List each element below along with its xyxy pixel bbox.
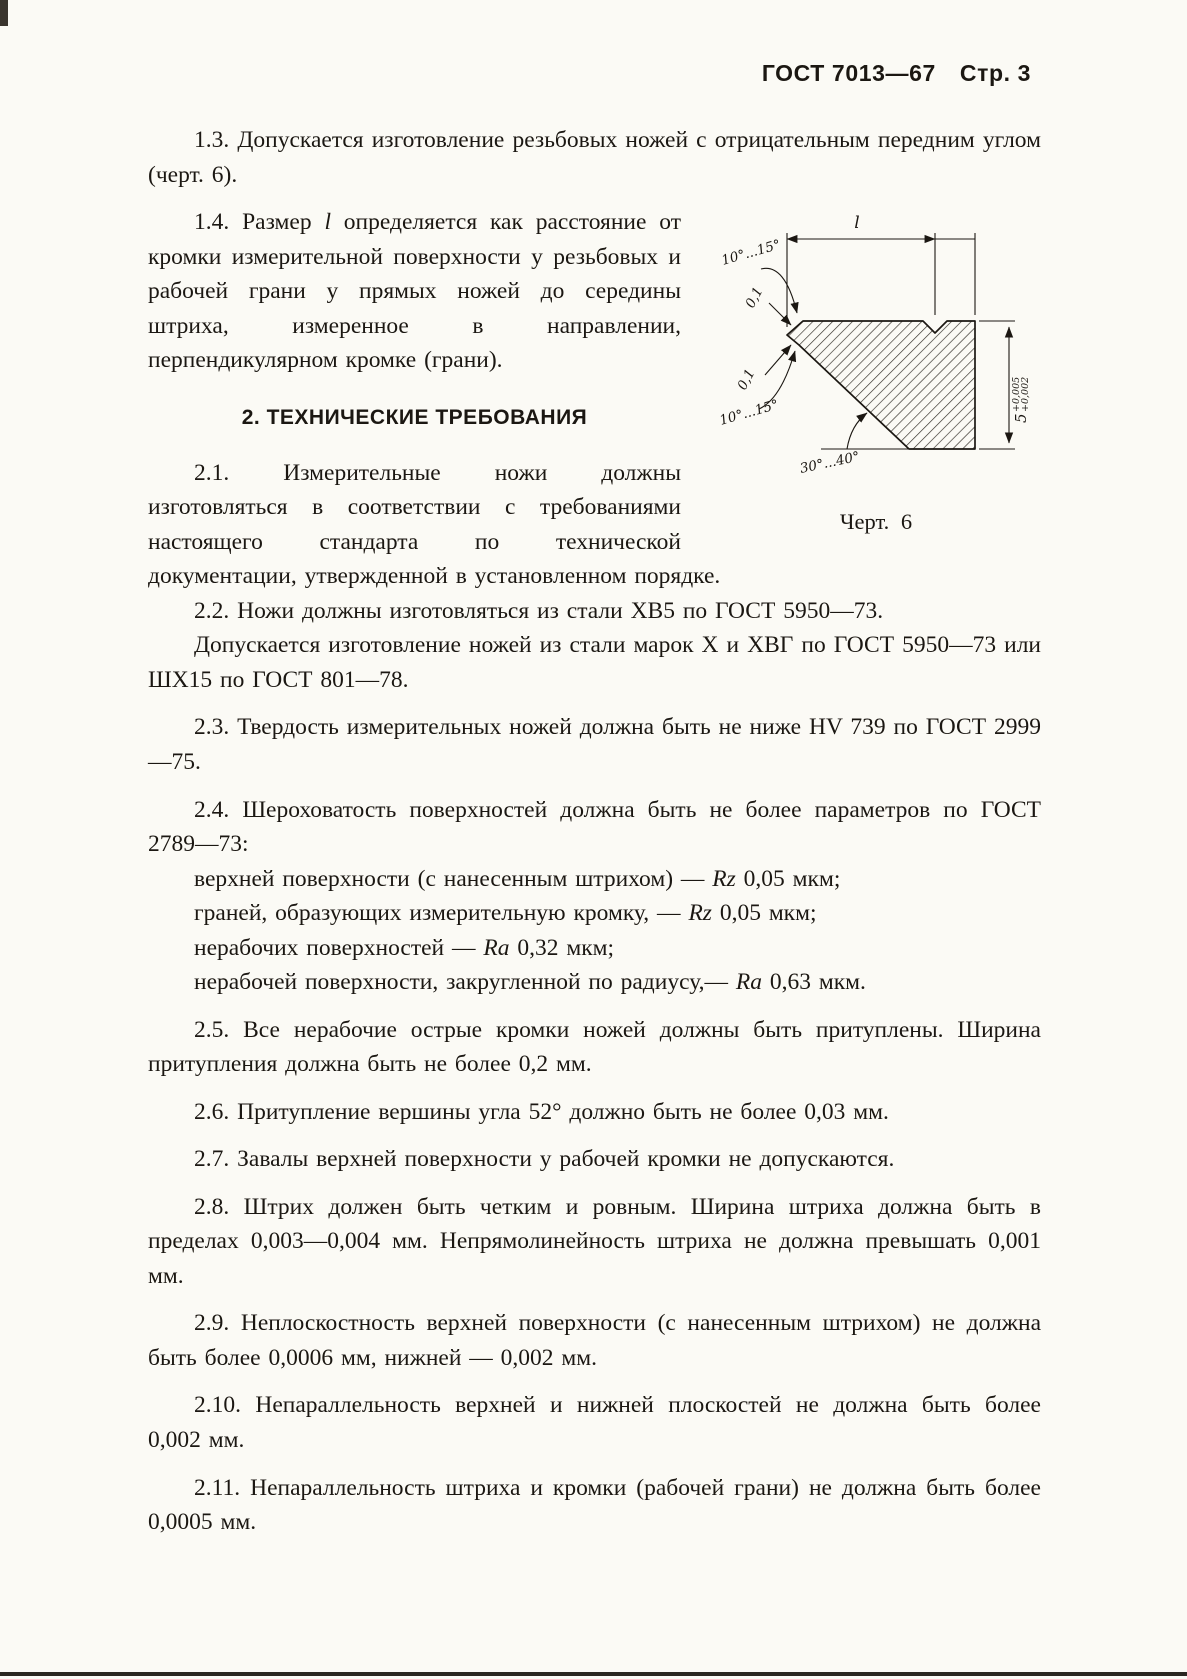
paragraph-2-4-intro: 2.4. Шероховатость поверхностей должна быть не более параметров по ГОСТ 2789—73: <box>148 796 1041 858</box>
roughness-item-4 <box>148 965 1041 1000</box>
label-length-l: l <box>854 213 860 234</box>
paragraph-2-11: 2.11. Непараллельность штриха и кромки (рабочей грани) не должна быть более 0,0005 мм. <box>148 1474 1041 1536</box>
paragraph-2-9: 2.9. Неплоскостность верхней поверхности (с нанесенным штрихом) не должна быть более 0,0006 мм, нижней — 0,002 мм. <box>148 1310 1041 1371</box>
label-height-tol-lower: +0,002 <box>1020 376 1031 413</box>
roughness-item-3 <box>148 931 1041 966</box>
label-facet-bottom: 0,1 <box>734 366 759 393</box>
roughness-symbol: Rz <box>712 865 736 892</box>
page-number: Стр. 3 <box>959 60 1031 86</box>
roughness-symbol: Ra <box>735 969 762 996</box>
paragraph-2-2-cont: Допускается изготовление ножей из стали марок Х и ХВГ по ГОСТ 5950—73 или ШХ15 по ГОСТ 801—78. <box>148 632 1041 693</box>
item-text: нерабочих поверхностей — <box>194 934 484 961</box>
label-height-value: 5 <box>1012 413 1030 424</box>
item-text: нерабочей поверхности, закругленной по радиусу,— <box>194 969 736 996</box>
paragraph-1-3: 1.3. Допускается изготовление резьбовых ножей с отрицательным передним углом (черт. 6). <box>148 127 1041 188</box>
height-dimension-label <box>1011 377 1031 423</box>
paragraph-1-4-pre: 1.4. Размер <box>194 209 325 236</box>
section-heading-technical-requirements: 2. ТЕХНИЧЕСКИЕ ТРЕБОВАНИЯ <box>241 405 588 429</box>
paragraph-2-3: 2.3. Твердость измерительных ножей должна быть не ниже HV 739 по ГОСТ 2999—75. <box>148 714 1041 775</box>
paragraph-2-1: 2.1. Измерительные ножи должны изготовляться в соответствии с требованиями настоящего стандарта по технической документации, утвержденной в установленном порядке. <box>148 459 721 590</box>
label-angle-bottom: 30°...40° <box>798 448 862 477</box>
page-header <box>148 60 1031 87</box>
leader-line <box>769 303 791 325</box>
item-text: верхней поверхности (с нанесенным штрихом) — <box>194 865 713 892</box>
paragraph-2-10: 2.10. Непараллельность верхней и нижней плоскостей не должна быть более 0,002 мм. <box>148 1392 1041 1453</box>
scan-edge-bottom <box>0 1672 1187 1676</box>
paragraph-2-7: 2.7. Завалы верхней поверхности у рабочей кромки не допускаются. <box>194 1146 895 1173</box>
item-text: 0,32 мкм; <box>509 934 615 961</box>
leader-arc <box>761 268 797 313</box>
label-height-tol-upper: +0,005 <box>1011 376 1022 413</box>
item-text: 0,05 мкм; <box>735 865 841 892</box>
roughness-symbol: Ra <box>483 934 510 961</box>
paragraph-1-4-post: определяется как расстояние от кромки измерительной поверхности у резьбовых и рабочей грани у прямых ножей до середины штриха, измеренное в направлении, перпендикулярном кромке (грани). <box>148 209 681 374</box>
doc-number: ГОСТ 7013—67 <box>761 60 936 86</box>
item-text: 0,63 мкм. <box>761 969 866 996</box>
roughness-item-2 <box>148 896 1041 931</box>
knife-body-hatched <box>787 321 975 449</box>
figure-6 <box>711 209 1041 535</box>
roughness-symbol: Rz <box>688 900 712 927</box>
label-angle-bottom-left: 10°...15° <box>717 396 781 429</box>
paragraph-2-5: 2.5. Все нерабочие острые кромки ножей должны быть притуплены. Ширина притупления должна быть не более 0,2 мм. <box>148 1016 1041 1078</box>
dimension-symbol-l: l <box>324 209 331 236</box>
paragraph-2-2: 2.2. Ножи должны изготовляться из стали ХВ5 по ГОСТ 5950—73. <box>194 597 884 624</box>
paragraph-2-6: 2.6. Притупление вершины угла 52° должно быть не более 0,03 мм. <box>194 1098 889 1125</box>
roughness-item-1 <box>148 862 1041 897</box>
angle-arc <box>847 413 867 449</box>
item-text: 0,05 мкм; <box>711 900 817 927</box>
paragraph-2-8: 2.8. Штрих должен быть четким и ровным. Ширина штриха должна быть в пределах 0,003—0,004 мм. Непрямолинейность штриха не должна превышать 0,001 мм. <box>148 1193 1041 1289</box>
knife-profile-drawing <box>717 209 1035 497</box>
scan-edge-corner <box>0 0 8 26</box>
label-facet-top: 0,1 <box>742 284 767 311</box>
item-text: граней, образующих измерительную кромку, — <box>194 900 689 927</box>
figure-caption: Черт. 6 <box>839 509 913 535</box>
label-angle-top: 10°...15° <box>719 236 783 269</box>
leader-line <box>765 345 791 375</box>
